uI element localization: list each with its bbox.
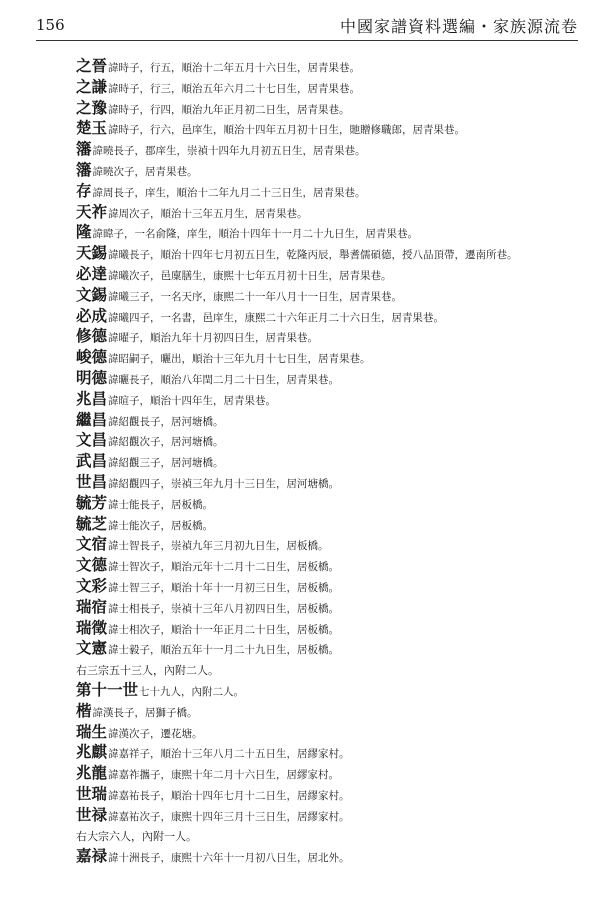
person-entry bbox=[76, 638, 586, 659]
page-header bbox=[36, 10, 578, 40]
person-name: 文彩 bbox=[76, 575, 108, 595]
person-description: 諱曉次子，居青果巷。 bbox=[92, 165, 198, 178]
person-description: 諱嘉祥子，順治十三年八月二十五日生，居繆家村。 bbox=[108, 748, 350, 761]
person-name: 瑞宿 bbox=[76, 596, 108, 616]
person-entry bbox=[76, 701, 586, 722]
person-description: 諱嘉祚攜子，康熙十年二月十六日生，居繆家村。 bbox=[108, 769, 340, 782]
person-name: 之晉 bbox=[76, 56, 108, 75]
person-name: 兆昌 bbox=[76, 388, 108, 408]
running-title: 中國家譜資料選編・家族源流卷 bbox=[339, 17, 578, 36]
person-name: 嘉禄 bbox=[76, 846, 108, 866]
person-description: 諱曬長子，順治八年閏二月二十日生，居青果巷。 bbox=[108, 373, 340, 386]
person-entry bbox=[76, 555, 586, 576]
person-entry bbox=[76, 722, 586, 743]
page-number: 156 bbox=[36, 16, 65, 34]
generation-title: 第十一世 bbox=[76, 679, 139, 699]
person-description: 諱士能次子，居板橋。 bbox=[108, 519, 214, 532]
person-description: 諱時子，行五，順治十二年五月十六日生，居青果巷。 bbox=[108, 62, 361, 74]
person-name: 楚玉 bbox=[76, 118, 108, 138]
person-name: 籓 bbox=[76, 139, 92, 159]
person-entry bbox=[76, 618, 586, 639]
person-entry bbox=[76, 430, 586, 451]
person-name: 峻德 bbox=[76, 347, 108, 367]
person-name: 瑞徵 bbox=[76, 617, 108, 637]
person-name: 世禄 bbox=[76, 804, 108, 824]
person-description: 諱周長子，庠生，順治十二年九月二十三日生，居青果巷。 bbox=[92, 186, 366, 199]
person-entry bbox=[76, 534, 586, 555]
person-entry bbox=[76, 202, 586, 223]
person-entry bbox=[76, 139, 586, 160]
person-name: 存 bbox=[76, 180, 92, 200]
person-entry bbox=[76, 846, 586, 867]
person-name: 必成 bbox=[76, 305, 108, 325]
person-description: 諱曜子，順治九年十月初四日生，居青果巷。 bbox=[108, 332, 319, 345]
person-description: 諱紹觀次子，居河塘橋。 bbox=[108, 436, 224, 449]
person-entry bbox=[76, 472, 586, 493]
person-name: 瑞生 bbox=[76, 721, 108, 741]
person-description: 諱曦四子，一名書，邑庠生，康熙二十六年正月二十六日生，居青果巷。 bbox=[108, 311, 445, 324]
person-entry bbox=[76, 306, 586, 327]
generation-summary: 七十九人，內附二人。 bbox=[139, 685, 245, 698]
person-description: 諱時子，行六，邑庠生，順治十四年五月初十日生，貤贈修職郎，居青果巷。 bbox=[108, 124, 466, 137]
header-rule bbox=[36, 40, 578, 41]
person-entry bbox=[76, 326, 586, 347]
person-description: 諱暐子，一名俞隆，庠生，順治十四年十一月二十九日生，居青果巷。 bbox=[92, 228, 419, 241]
person-description: 諱周次子，順治十三年五月生，居青果巷。 bbox=[108, 207, 308, 220]
person-description: 諱時子，行三，順治五年六月二十七日生，居青果巷。 bbox=[108, 82, 361, 95]
note-text: 右大宗六人，內附一人。 bbox=[76, 830, 197, 844]
person-description: 諱暄子，順治十四年生，居青果巷。 bbox=[108, 394, 277, 407]
person-name: 楷 bbox=[76, 700, 92, 720]
person-name: 兆龍 bbox=[76, 763, 108, 783]
person-description: 諱士毅子，順治五年十一月二十九日生，居板橋。 bbox=[108, 644, 340, 657]
person-entry bbox=[76, 347, 586, 368]
summary-note bbox=[76, 659, 586, 680]
person-name: 修德 bbox=[76, 326, 108, 346]
summary-note bbox=[76, 825, 586, 846]
generation-heading bbox=[76, 680, 586, 701]
person-description: 諱紹觀四子，崇禎三年九月十三日生，居河塘橋。 bbox=[108, 477, 340, 490]
person-description: 諱漢次子，遷花塘。 bbox=[108, 727, 203, 740]
person-name: 必達 bbox=[76, 263, 108, 283]
person-description: 諱曦長子，順治十四年七月初五日生，乾隆丙辰，舉耆儒碩德，授八品頂帶，遷南所巷。 bbox=[108, 249, 518, 262]
person-name: 文錫 bbox=[76, 284, 108, 304]
person-description: 諱嘉祐長子，順治十四年七月十二日生，居繆家村。 bbox=[108, 789, 350, 802]
person-description: 諱十洲長子，康熙十六年十一月初八日生，居北外。 bbox=[108, 852, 350, 865]
person-description: 諱嘉祐次子，康熙十四年三月十三日生，居繆家村。 bbox=[108, 810, 350, 823]
person-entry bbox=[76, 160, 586, 181]
person-description: 諱士智三子，順治十年十一月初三日生，居板橋。 bbox=[108, 581, 340, 594]
person-name: 籓 bbox=[76, 159, 92, 179]
person-description: 諱昭嗣子，曬出，順治十三年九月十七日生，居青果巷。 bbox=[108, 353, 371, 366]
person-entry bbox=[76, 264, 586, 285]
genealogy-entries bbox=[76, 56, 586, 867]
person-description: 諱士能長子，居板橋。 bbox=[108, 498, 214, 511]
person-entry bbox=[76, 56, 586, 77]
person-description: 諱曦三子，一名天序，康熙二十一年八月十一日生，居青果巷。 bbox=[108, 290, 403, 303]
person-name: 武昌 bbox=[76, 451, 108, 471]
person-entry bbox=[76, 576, 586, 597]
person-name: 明德 bbox=[76, 367, 108, 387]
person-entry bbox=[76, 98, 586, 119]
person-entry bbox=[76, 181, 586, 202]
person-description: 諱曦次子，邑廩膳生，康熙十七年五月初十日生，居青果巷。 bbox=[108, 269, 392, 282]
person-name: 文憲 bbox=[76, 638, 108, 658]
person-entry bbox=[76, 493, 586, 514]
person-entry bbox=[76, 389, 586, 410]
person-entry bbox=[76, 118, 586, 139]
person-description: 諱士智次子，順治元年十二月十二日生，居板橋。 bbox=[108, 561, 340, 574]
person-entry bbox=[76, 285, 586, 306]
person-entry bbox=[76, 410, 586, 431]
person-description: 諱士智長子，崇禎九年三月初九日生，居板橋。 bbox=[108, 540, 329, 553]
person-entry bbox=[76, 597, 586, 618]
person-name: 之豫 bbox=[76, 97, 108, 117]
person-entry bbox=[76, 742, 586, 763]
person-name: 兆麒 bbox=[76, 742, 108, 762]
person-entry bbox=[76, 763, 586, 784]
person-name: 隆 bbox=[76, 222, 92, 242]
person-name: 世瑞 bbox=[76, 783, 108, 803]
person-name: 文德 bbox=[76, 555, 108, 575]
person-entry bbox=[76, 77, 586, 98]
person-entry bbox=[76, 368, 586, 389]
person-description: 諱時子，行四，順治九年正月初二日生，居青果巷。 bbox=[108, 103, 350, 116]
person-name: 文宿 bbox=[76, 534, 108, 554]
person-name: 世昌 bbox=[76, 471, 108, 491]
person-name: 毓芝 bbox=[76, 513, 108, 533]
person-name: 天祚 bbox=[76, 201, 108, 221]
note-text: 右三宗五十三人，內附二人。 bbox=[76, 664, 219, 678]
person-name: 之謙 bbox=[76, 76, 108, 96]
person-name: 文昌 bbox=[76, 430, 108, 450]
person-entry bbox=[76, 243, 586, 264]
person-name: 天錫 bbox=[76, 243, 108, 263]
person-description: 諱紹觀三子，居河塘橋。 bbox=[108, 457, 224, 470]
person-description: 諱紹觀長子，居河塘橋。 bbox=[108, 415, 224, 428]
person-entry bbox=[76, 784, 586, 805]
person-description: 諱士相長子，崇禎十三年八月初四日生，居板橋。 bbox=[108, 602, 340, 615]
person-description: 諱漢長子，居獅子橋。 bbox=[92, 706, 198, 719]
person-name: 毓芳 bbox=[76, 492, 108, 512]
person-entry bbox=[76, 451, 586, 472]
person-name: 繼昌 bbox=[76, 409, 108, 429]
person-description: 諱曉長子，郡庠生，崇禎十四年九月初五日生，居青果巷。 bbox=[92, 145, 366, 158]
person-entry bbox=[76, 222, 586, 243]
person-entry bbox=[76, 514, 586, 535]
person-description: 諱士相次子，順治十一年正月二十日生，居板橋。 bbox=[108, 623, 340, 636]
person-entry bbox=[76, 805, 586, 826]
